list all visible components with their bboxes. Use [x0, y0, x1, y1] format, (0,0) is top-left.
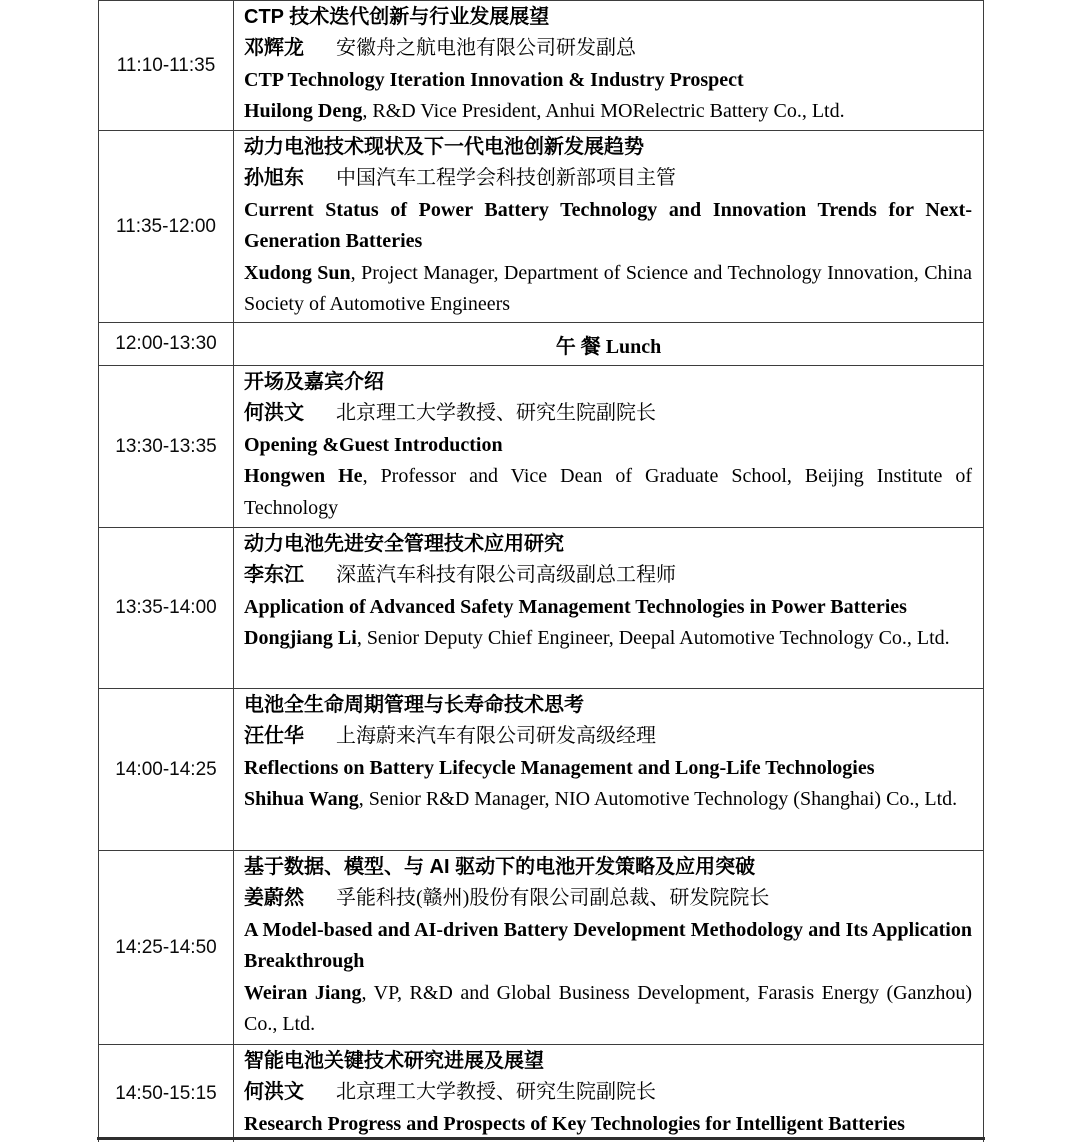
- session-title-zh: 智能电池关键技术研究进展及展望: [244, 1050, 544, 1072]
- time-cell: [99, 131, 234, 323]
- time-cell: [99, 851, 234, 1045]
- time-cell: [99, 366, 234, 528]
- speaker-affiliation-zh: 北京理工大学教授、研究生院副院长: [336, 1081, 656, 1104]
- speaker-line-en: [244, 623, 972, 654]
- speaker-affiliation-zh: 中国汽车工程学会科技创新部项目主管: [336, 167, 676, 190]
- speaker-line-zh: [244, 33, 972, 64]
- time-range: 13:30-13:35: [115, 435, 217, 457]
- speaker-affiliation-zh: 上海蔚来汽车有限公司研发高级经理: [336, 725, 656, 748]
- speaker-line-en: [244, 96, 972, 127]
- break-label: 午 餐 Lunch: [234, 323, 984, 366]
- speaker-affiliation-en: , VP, R&D and Global Business Development, Farasis Energy (Ganzhou) Co., Ltd.: [244, 981, 973, 1036]
- time-cell: [99, 528, 234, 689]
- session-title-zh: 电池全生命周期管理与长寿命技术思考: [244, 694, 584, 716]
- speaker-name-zh: 何洪文: [244, 1081, 304, 1104]
- time-range: 13:35-14:00: [115, 597, 217, 618]
- speaker-affiliation-zh: 深蓝汽车科技有限公司高级副总工程师: [336, 564, 676, 587]
- session-title-en: Current Status of Power Battery Technology and Innovation Trends for Next-Generation Batteries: [244, 198, 972, 253]
- session-title-zh: 基于数据、模型、与 AI 驱动下的电池开发策略及应用突破: [244, 856, 756, 878]
- speaker-name-en: Dongjiang Li: [244, 627, 357, 650]
- speaker-line-zh: [244, 560, 972, 591]
- session-title-en: CTP Technology Iteration Innovation & Industry Prospect: [244, 68, 744, 91]
- session-cell: [234, 689, 984, 851]
- session-title-en: Application of Advanced Safety Management Technologies in Power Batteries: [244, 595, 907, 618]
- speaker-line-zh: [244, 883, 972, 914]
- speaker-line-en: [244, 461, 972, 524]
- time-cell: [99, 1045, 234, 1142]
- table-row: [99, 1, 984, 131]
- speaker-name-en: Shihua Wang: [244, 788, 359, 811]
- time-cell: [99, 1, 234, 131]
- session-cell: [234, 1, 984, 131]
- speaker-name-en: Hongwen He: [244, 465, 363, 488]
- page-bottom-rule: [97, 1137, 985, 1140]
- speaker-affiliation-zh: 安徽舟之航电池有限公司研发副总: [336, 37, 636, 60]
- speaker-line-zh: [244, 1077, 972, 1108]
- speaker-affiliation-en: , Project Manager, Department of Science and Technology Innovation, China Society of Automotive Engineers: [244, 261, 972, 316]
- speaker-affiliation-zh: 孚能科技(赣州)股份有限公司副总裁、研发院院长: [336, 887, 770, 910]
- session-title-zh: 动力电池先进安全管理技术应用研究: [244, 533, 564, 555]
- speaker-line-zh: [244, 721, 972, 752]
- speaker-line-zh: [244, 163, 972, 194]
- table-row: [99, 689, 984, 851]
- table-row: [99, 528, 984, 689]
- speaker-line-en: [244, 784, 972, 815]
- session-cell: [234, 131, 984, 323]
- speaker-name-zh: 汪仕华: [244, 725, 304, 748]
- speaker-name-en: Weiran Jiang: [244, 981, 362, 1004]
- speaker-affiliation-en: , Senior Deputy Chief Engineer, Deepal Automotive Technology Co., Ltd.: [356, 627, 950, 650]
- speaker-name-zh: 姜蔚然: [244, 887, 304, 910]
- time-range: 11:10-11:35: [116, 54, 216, 76]
- speaker-affiliation-en: , R&D Vice President, Anhui MORelectric Battery Co., Ltd.: [362, 100, 845, 123]
- agenda-table: [98, 0, 984, 1142]
- speaker-name-en: Xudong Sun: [244, 261, 351, 284]
- table-row: [99, 851, 984, 1045]
- time-range: 14:00-14:25: [115, 758, 217, 780]
- speaker-affiliation-en: , Senior R&D Manager, NIO Automotive Technology (Shanghai) Co., Ltd.: [358, 788, 958, 811]
- time-range: 11:35-12:00: [115, 215, 216, 237]
- speaker-name-zh: 邓辉龙: [244, 37, 304, 60]
- table-row: [99, 131, 984, 323]
- time-cell: [99, 689, 234, 851]
- session-title-zh: 动力电池技术现状及下一代电池创新发展趋势: [244, 136, 644, 158]
- time-range: 12:00-13:30: [115, 333, 217, 354]
- table-row: [99, 1045, 984, 1142]
- speaker-line-zh: [244, 398, 972, 429]
- speaker-line-en: [244, 978, 972, 1041]
- speaker-name-zh: 李东江: [244, 564, 304, 587]
- speaker-name-zh: 孙旭东: [244, 167, 304, 190]
- speaker-affiliation-en: , Professor and Vice Dean of Graduate School, Beijing Institute of Technology: [244, 465, 972, 519]
- session-title-en: Research Progress and Prospects of Key Technologies for Intelligent Batteries: [244, 1112, 905, 1135]
- session-title-en: Opening &Guest Introduction: [244, 433, 503, 456]
- speaker-affiliation-zh: 北京理工大学教授、研究生院副院长: [336, 402, 656, 425]
- session-title-en: A Model-based and AI-driven Battery Development Methodology and Its Application Breakthrough: [244, 918, 972, 973]
- table-row: [99, 323, 984, 366]
- agenda-body: [99, 1, 984, 1142]
- session-title-zh: 开场及嘉宾介绍: [244, 371, 384, 393]
- session-title-zh: CTP 技术迭代创新与行业发展展望: [244, 6, 550, 28]
- speaker-line-en: [244, 258, 972, 321]
- speaker-name-zh: 何洪文: [244, 402, 304, 425]
- session-cell: [234, 1045, 984, 1142]
- time-range: 14:50-15:15: [115, 1082, 217, 1104]
- session-cell: [234, 528, 984, 689]
- session-cell: [234, 851, 984, 1045]
- time-range: 14:25-14:50: [115, 936, 217, 958]
- session-cell: [234, 366, 984, 528]
- session-title-en: Reflections on Battery Lifecycle Management and Long-Life Technologies: [244, 756, 875, 779]
- table-row: [99, 366, 984, 528]
- time-cell: [99, 323, 234, 366]
- speaker-name-en: Huilong Deng: [244, 100, 363, 123]
